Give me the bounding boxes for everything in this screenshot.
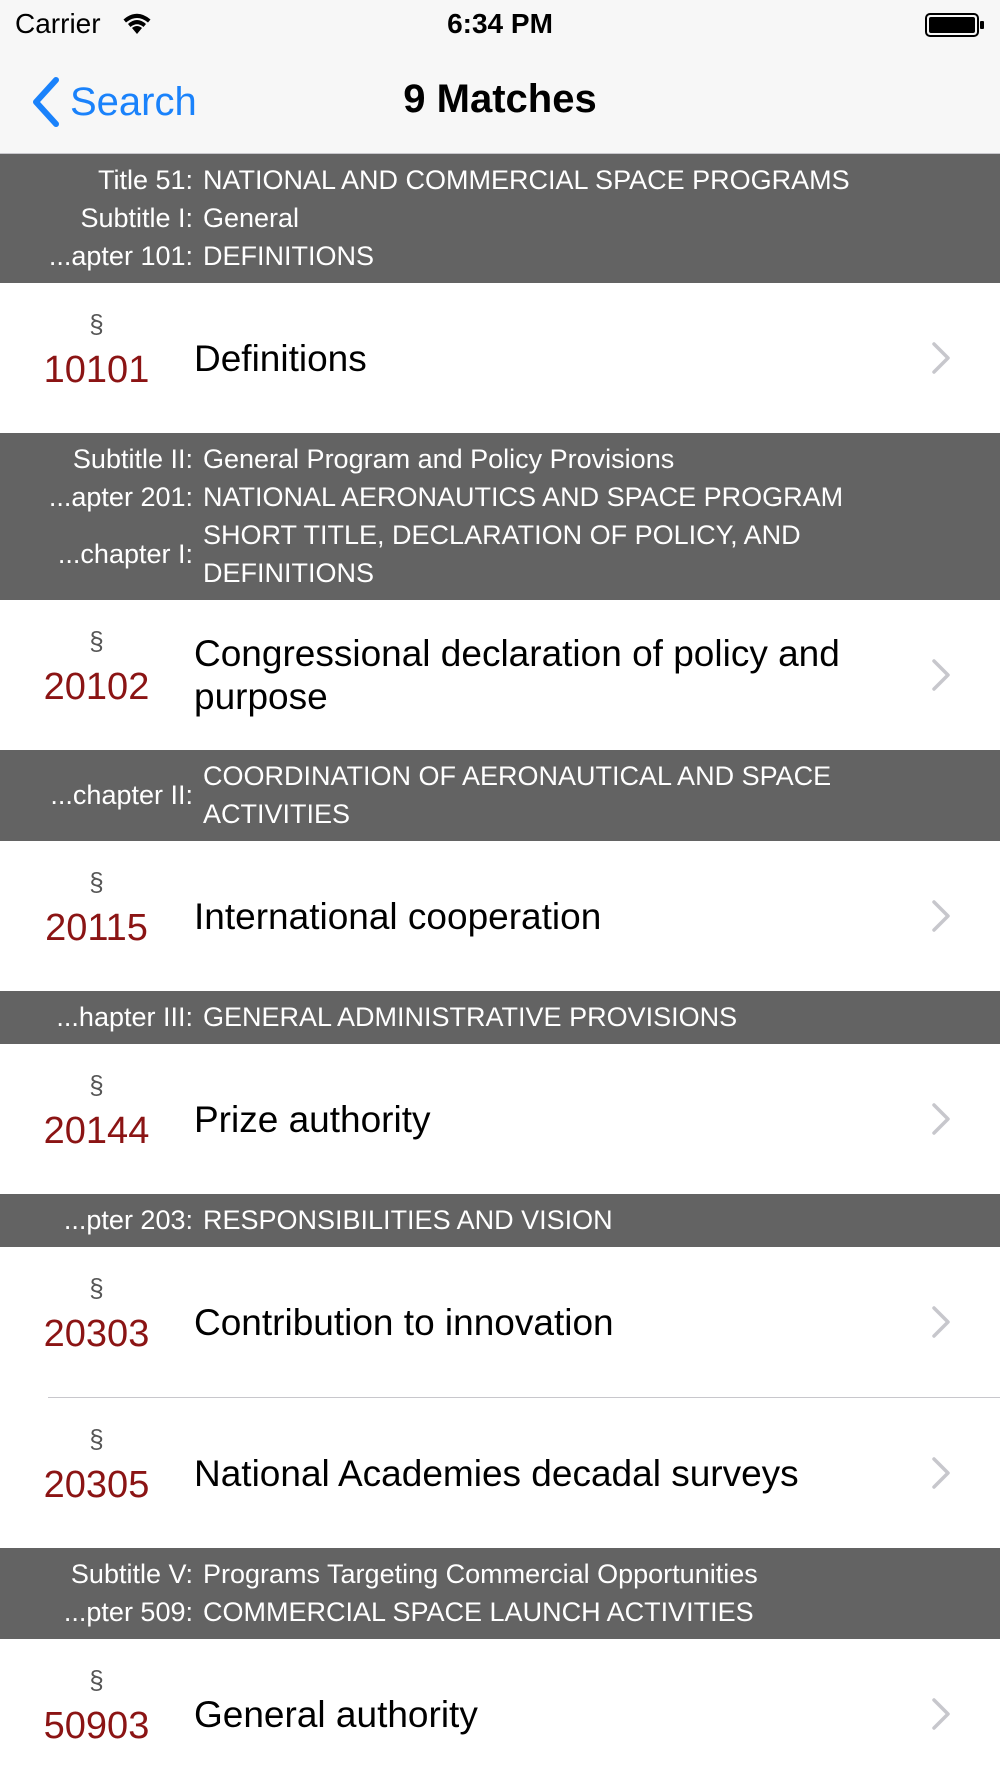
header-row	[0, 1201, 1000, 1239]
header-value: NATIONAL AERONAUTICS AND SPACE PROGRAM	[203, 482, 844, 512]
header-row	[0, 237, 1000, 275]
section-title: National Academies decadal surveys	[194, 1452, 799, 1494]
section-symbol: §	[89, 1424, 104, 1454]
header-row	[0, 757, 1000, 833]
header-label: Subtitle V:	[70, 1559, 193, 1589]
battery-icon	[925, 12, 985, 38]
header-value: COORDINATION OF AERONAUTICAL AND SPACE ACTIVITIES	[203, 761, 832, 829]
section-symbol: §	[89, 1273, 104, 1303]
section-number: 20115	[45, 907, 148, 949]
header-row	[0, 161, 1000, 199]
header-label: ...apter 101:	[48, 241, 193, 271]
section-row-50903[interactable]	[0, 1639, 1000, 1778]
section-symbol: §	[89, 309, 104, 339]
status-time: 6:34 PM	[447, 8, 553, 39]
chevron-right-icon	[930, 340, 952, 376]
section-row-20303[interactable]	[0, 1247, 1000, 1397]
section-title: International cooperation	[194, 895, 602, 937]
section-row-20144[interactable]	[0, 1044, 1000, 1194]
header-value: COMMERCIAL SPACE LAUNCH ACTIVITIES	[203, 1597, 754, 1627]
chevron-right-icon	[930, 898, 952, 934]
header-label: Subtitle I:	[80, 203, 193, 233]
section-row-20115[interactable]	[0, 841, 1000, 991]
page-title: 9 Matches	[403, 77, 597, 121]
header-row	[0, 1555, 1000, 1593]
header-value: SHORT TITLE, DECLARATION OF POLICY, AND DEFINITIONS	[203, 520, 801, 588]
chevron-right-icon	[930, 1304, 952, 1340]
section-title: Prize authority	[194, 1098, 431, 1140]
section-title: Definitions	[194, 337, 367, 379]
section-row-10101[interactable]	[0, 283, 1000, 433]
header-value: GENERAL ADMINISTRATIVE PROVISIONS	[203, 1002, 738, 1032]
header-row	[0, 199, 1000, 237]
header-value: Programs Targeting Commercial Opportunities	[203, 1559, 758, 1589]
header-value: DEFINITIONS	[203, 241, 375, 271]
section-row-20305[interactable]	[0, 1398, 1000, 1548]
chevron-right-icon	[930, 1455, 952, 1491]
carrier-label: Carrier	[15, 8, 101, 39]
section-header	[0, 1548, 1000, 1639]
section-header	[0, 154, 1000, 283]
header-row	[0, 440, 1000, 478]
header-label: ...apter 201:	[48, 482, 193, 512]
section-number: 10101	[43, 349, 150, 391]
status-bar	[0, 0, 1000, 50]
header-value: NATIONAL AND COMMERCIAL SPACE PROGRAMS	[203, 165, 850, 195]
chevron-right-icon	[930, 657, 952, 693]
header-label: ...chapter II:	[50, 780, 193, 810]
section-header	[0, 991, 1000, 1044]
navigation-bar	[0, 50, 1000, 154]
section-number: 20102	[43, 666, 150, 708]
section-row-20102[interactable]	[0, 600, 1000, 750]
header-label: ...hapter III:	[56, 1002, 193, 1032]
section-header	[0, 1194, 1000, 1247]
chevron-right-icon	[930, 1101, 952, 1137]
section-symbol: §	[89, 626, 104, 656]
header-label: Subtitle II:	[72, 444, 193, 474]
header-row	[0, 998, 1000, 1036]
header-value: General	[203, 203, 300, 233]
back-button-label: Search	[70, 79, 197, 124]
section-symbol: §	[89, 1070, 104, 1100]
section-header	[0, 750, 1000, 841]
header-row	[0, 478, 1000, 516]
section-number: 20305	[43, 1464, 150, 1506]
section-symbol: §	[89, 867, 104, 897]
section-title: Congressional declaration of policy and purpose	[194, 633, 840, 717]
header-row	[0, 1593, 1000, 1631]
section-header	[0, 433, 1000, 600]
header-value: RESPONSIBILITIES AND VISION	[203, 1205, 613, 1235]
section-title: General authority	[194, 1693, 478, 1735]
chevron-right-icon	[930, 1696, 952, 1732]
section-number: 50903	[43, 1705, 150, 1747]
results-list	[0, 154, 1000, 1778]
section-title: Contribution to innovation	[194, 1301, 614, 1343]
header-label: ...pter 509:	[63, 1597, 193, 1627]
header-value: General Program and Policy Provisions	[203, 444, 675, 474]
section-number: 20303	[43, 1313, 150, 1355]
header-label: ...pter 203:	[63, 1205, 193, 1235]
header-label: ...chapter I:	[57, 539, 193, 569]
section-number: 20144	[43, 1110, 150, 1152]
section-symbol: §	[89, 1665, 104, 1695]
header-row	[0, 516, 1000, 592]
header-label: Title 51:	[97, 165, 193, 195]
